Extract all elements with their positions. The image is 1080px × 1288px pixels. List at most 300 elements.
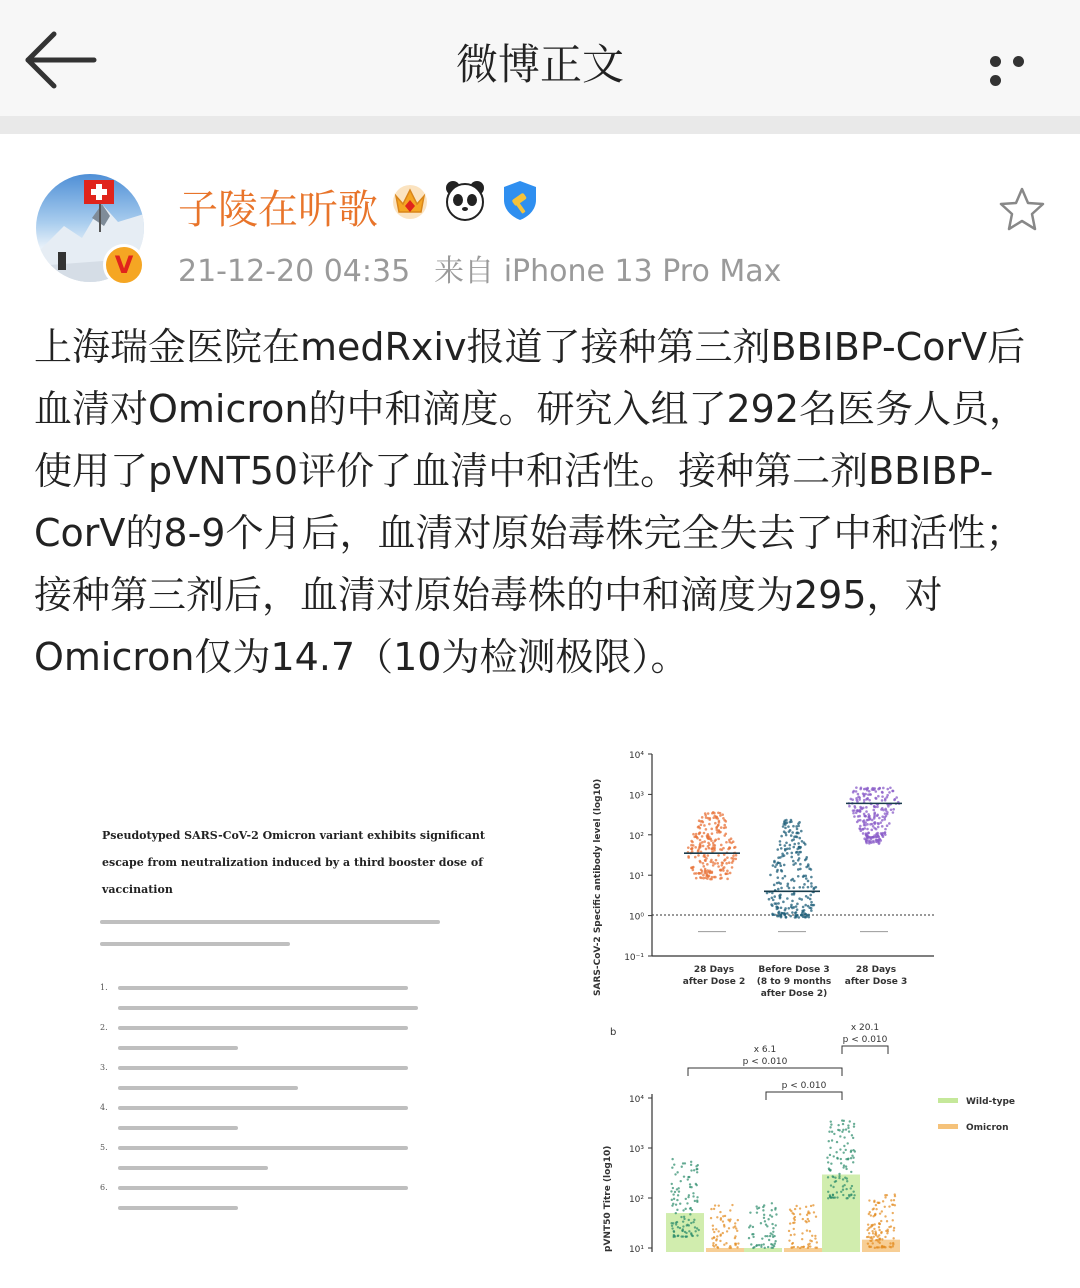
chart-b-point [852, 1161, 854, 1163]
chart-b-point [872, 1232, 874, 1234]
chart-b-point [788, 1239, 790, 1241]
chart-a-point [731, 861, 734, 864]
chart-b-point [748, 1226, 750, 1228]
chart-a-point [881, 825, 884, 828]
chart-b-point [827, 1161, 829, 1163]
chart-a-point [864, 821, 867, 824]
chart-a-tick-label: 10⁴ [628, 751, 644, 761]
chart-b-point [717, 1230, 719, 1232]
chart-a-point [707, 812, 710, 815]
chart-a-point [799, 868, 802, 871]
chart-a-point [860, 787, 863, 790]
chart-b-point [715, 1239, 717, 1241]
chart-b-point [839, 1135, 841, 1137]
chart-a-point [855, 799, 858, 802]
chart-a-point [719, 869, 722, 872]
chart-b-point [813, 1211, 815, 1213]
chart-a-point [732, 855, 735, 858]
chart-b-point [715, 1228, 717, 1230]
chart-b-point [881, 1245, 883, 1247]
chart-b-point [681, 1166, 683, 1168]
chart-b-point [795, 1205, 797, 1207]
chart-a-point [702, 874, 705, 877]
post-text: 上海瑞金医院在medRxiv报道了接种第三剂BBIBP-CorV后血清对Omicron的中和滴度。研究入组了292名医务人员，使用了pVNT50评价了血清中和活性。接种第二剂BBIBP-CorV的8-9个月后，血清对原始毒株完全失去了中和活性；接种第三剂后，血清对原始毒株的中和滴度为295，对Omicron仅为14.7（10为检测极限）。 [34, 325, 1028, 679]
chart-a-category-label: after Dose 2 [682, 977, 746, 987]
chart-b-point [794, 1219, 796, 1221]
chart-b-point [683, 1216, 685, 1218]
shield-badge-icon[interactable] [498, 178, 542, 222]
chart-a-point [715, 859, 718, 862]
paper-text-line [100, 942, 290, 946]
post-image[interactable] [34, 742, 1046, 1252]
chart-b-legend-swatch [938, 1124, 958, 1129]
chart-a-point [718, 820, 721, 823]
chart-b-point [884, 1236, 886, 1238]
chart-b-point [830, 1184, 832, 1186]
chart-a-point [694, 856, 697, 859]
chart-a-point [797, 853, 800, 856]
chart-a-point [702, 865, 705, 868]
chart-b-point [712, 1225, 714, 1227]
chart-b-point [728, 1227, 730, 1229]
chart-a-point [790, 852, 793, 855]
chart-a-point [720, 864, 723, 867]
chart-b-point [762, 1209, 764, 1211]
chart-a-point [864, 824, 867, 827]
chart-b-point [805, 1206, 807, 1208]
chart-a-point [790, 834, 793, 837]
chart-b-point [692, 1221, 694, 1223]
chart-a-point [874, 821, 877, 824]
chart-b-point [682, 1225, 684, 1227]
chart-a-point [795, 905, 798, 908]
chart-b-point [833, 1155, 835, 1157]
chart-b-point [690, 1164, 692, 1166]
chart-a-point [713, 876, 716, 879]
chart-a-point [702, 845, 705, 848]
chart-a-point [807, 863, 810, 866]
paper-list-number: 2. [100, 1023, 108, 1032]
chart-a-point [777, 856, 780, 859]
chart-b-point [884, 1246, 886, 1248]
chart-b-point [694, 1226, 696, 1228]
chart-b-point [890, 1246, 892, 1248]
chart-a-point [878, 787, 881, 790]
chart-b-point [693, 1169, 695, 1171]
chart-b-point [868, 1199, 870, 1201]
chart-b-bracket [688, 1068, 842, 1076]
chart-a-point [786, 912, 789, 915]
chart-a-point [798, 837, 801, 840]
chart-b-point [870, 1240, 872, 1242]
post-date: 21-12-20 04:35 [178, 254, 411, 289]
chart-b-point [849, 1120, 851, 1122]
chart-a-point [726, 870, 729, 873]
chart-b-point [687, 1178, 689, 1180]
chart-a-point [805, 866, 808, 869]
chart-a-point [720, 877, 723, 880]
chart-b-point [774, 1240, 776, 1242]
chart-b-point [692, 1195, 694, 1197]
chart-b-point [892, 1212, 894, 1214]
chart-a-point [791, 907, 794, 910]
chart-b-point [712, 1242, 714, 1244]
chart-b-point [676, 1199, 678, 1201]
chart-a-point [874, 806, 877, 809]
chart-b-point [725, 1242, 727, 1244]
chart-b-fold-label: x 6.1 [753, 1045, 777, 1055]
chart-b-point [888, 1205, 890, 1207]
chart-a-point [695, 877, 698, 880]
chart-b-point [840, 1162, 842, 1164]
chart-b-point [866, 1229, 868, 1231]
chart-b-bar [744, 1248, 782, 1252]
more-options-icon[interactable] [990, 52, 1054, 66]
chart-a-point [781, 877, 784, 880]
chart-a-point [715, 816, 718, 819]
username[interactable]: 子陵在听歌 [178, 187, 378, 233]
chart-a-point [793, 893, 796, 896]
chart-b-point [893, 1229, 895, 1231]
chart-a-category-label: after Dose 3 [844, 977, 908, 987]
chart-b-point [814, 1237, 816, 1239]
paper-text-line [118, 1066, 408, 1070]
figure-panel [574, 742, 1046, 1252]
chart-b-point [730, 1247, 732, 1249]
chart-a-point [785, 916, 788, 919]
chart-a-point [813, 904, 816, 907]
chart-b-point [870, 1224, 872, 1226]
chart-b-point [853, 1197, 855, 1199]
star-icon[interactable] [998, 186, 1046, 232]
chart-b-point [843, 1184, 845, 1186]
chart-a-point [807, 886, 810, 889]
chart-b-point [672, 1203, 674, 1205]
chart-a-point [695, 872, 698, 875]
chart-b-point [682, 1220, 684, 1222]
chart-b-point [847, 1158, 849, 1160]
chart-a-point [878, 839, 881, 842]
chart-a-point [699, 861, 702, 864]
chart-b-point [847, 1127, 849, 1129]
chart-b-point [853, 1194, 855, 1196]
chart-a-point [699, 820, 702, 823]
chart-a-point [876, 814, 879, 817]
chart-a-point [797, 842, 800, 845]
chart-a-tick-label: 10² [628, 831, 644, 842]
chart-a-point [866, 828, 869, 831]
chart-b-point [678, 1190, 680, 1192]
chart-b-point [839, 1148, 841, 1150]
chart-a-point [852, 812, 855, 815]
chart-b-point [847, 1142, 849, 1144]
paper-list-number: 6. [100, 1183, 108, 1192]
chart-b-point [840, 1158, 842, 1160]
chart-b-point [716, 1235, 718, 1237]
chart-b-point [696, 1234, 698, 1236]
chart-a-point [871, 836, 874, 839]
chart-a-point [792, 846, 795, 849]
chart-b-point [674, 1191, 676, 1193]
chart-a-point [711, 832, 714, 835]
chart-a-point [716, 862, 719, 865]
chart-b-point [886, 1232, 888, 1234]
chart-a-point [810, 909, 813, 912]
chart-a-point [873, 817, 876, 820]
chart-a-point [708, 823, 711, 826]
chart-b-point [874, 1214, 876, 1216]
chart-a-point [773, 913, 776, 916]
chart-b-point [763, 1214, 765, 1216]
chart-b-point [775, 1213, 777, 1215]
chart-a-point [799, 863, 802, 866]
chart-b-point [737, 1242, 739, 1244]
paper-list-number: 1. [100, 983, 108, 992]
chart-b-point [836, 1191, 838, 1193]
chart-a-point [734, 858, 737, 861]
chart-b-point [872, 1208, 874, 1210]
chart-a-point [809, 894, 812, 897]
chart-b-point [771, 1215, 773, 1217]
chart-b-point [723, 1244, 725, 1246]
chart-a-point [699, 842, 702, 845]
chart-b-point [694, 1200, 696, 1202]
chart-a-point [886, 796, 889, 799]
chart-b-point [749, 1211, 751, 1213]
chart-b-point [852, 1137, 854, 1139]
chart-a-point [877, 836, 880, 839]
chart-a-point [859, 825, 862, 828]
chart-a-point [776, 876, 779, 879]
chart-b-point [791, 1246, 793, 1248]
chart-b-point [720, 1217, 722, 1219]
chart-a-tick-label: 10⁻¹ [624, 953, 644, 963]
chart-b-point [763, 1217, 765, 1219]
chart-a-point [862, 820, 865, 823]
chart-a-point [699, 839, 702, 842]
chart-a-point [721, 848, 724, 851]
chart-b-point [851, 1134, 853, 1136]
chart-b-point [750, 1243, 752, 1245]
chart-a-point [779, 894, 782, 897]
chart-a-point [866, 788, 869, 791]
chart-b-point [878, 1234, 880, 1236]
chart-a-point [872, 825, 875, 828]
post-meta [178, 246, 781, 290]
chart-b-point [774, 1207, 776, 1209]
chart-b-point [874, 1247, 876, 1249]
chart-a-point [791, 900, 794, 903]
chart-b-point [772, 1236, 774, 1238]
chart-b-point [866, 1236, 868, 1238]
chart-a-point [872, 840, 875, 843]
chart-b-point [880, 1220, 882, 1222]
chart-b-point [691, 1234, 693, 1236]
chart-b-point [872, 1242, 874, 1244]
chart-a-point [858, 827, 861, 830]
chart-b-point [884, 1215, 886, 1217]
chart-b-point [838, 1173, 840, 1175]
chart-b-point [884, 1206, 886, 1208]
chart-b-point [891, 1203, 893, 1205]
chart-a-point [885, 815, 888, 818]
chart-a-point [692, 833, 695, 836]
chart-b-point [802, 1218, 804, 1220]
chart-b-point [801, 1238, 803, 1240]
chart-a-point [778, 910, 781, 913]
chart-a-point [878, 817, 881, 820]
chart-a-point [691, 848, 694, 851]
chart-b-point [716, 1216, 718, 1218]
chart-a-point [726, 856, 729, 859]
paper-list-number: 3. [100, 1063, 108, 1072]
chart-b-point [793, 1213, 795, 1215]
chart-a-point [787, 825, 790, 828]
chart-a-point [717, 854, 720, 857]
chart-b-point [772, 1231, 774, 1233]
chart-a-point [784, 823, 787, 826]
chart-a-point [787, 907, 790, 910]
chart-a-point [782, 901, 785, 904]
chart-a-point [780, 869, 783, 872]
chart-b-point [843, 1136, 845, 1138]
chart-b-panel-label: b [610, 1027, 617, 1038]
chart-a-point [789, 844, 792, 847]
chart-b-point [696, 1199, 698, 1201]
chart-b-point [672, 1187, 674, 1189]
chart-b-point [734, 1225, 736, 1227]
chart-b-point [848, 1130, 850, 1132]
chart-a-point [784, 832, 787, 835]
chart-a-ylabel: SARS-CoV-2 Specific antibody level (log10) [593, 778, 603, 996]
chart-b-point [832, 1194, 834, 1196]
chart-a-point [687, 846, 690, 849]
chart-b-point [879, 1223, 881, 1225]
chart-b-point [890, 1199, 892, 1201]
chart-a-point [731, 866, 734, 869]
chart-b-point [673, 1163, 675, 1165]
chart-b-point [714, 1204, 716, 1206]
chart-b-point [832, 1186, 834, 1188]
chart-a-point [869, 840, 872, 843]
chart-a-point [776, 848, 779, 851]
chart-a-point [781, 855, 784, 858]
panda-badge-icon[interactable] [443, 178, 487, 222]
chart-a-point [800, 914, 803, 917]
paper-text-line [118, 1146, 408, 1150]
chart-b-point [830, 1123, 832, 1125]
chart-a-point [804, 916, 807, 919]
chart-a-point [728, 839, 731, 842]
chart-a-point [867, 832, 870, 835]
chart-b-point [830, 1163, 832, 1165]
paper-text-line [118, 1046, 238, 1050]
chart-a-point [881, 791, 884, 794]
chart-b-point [893, 1199, 895, 1201]
chart-b-point [723, 1225, 725, 1227]
chart-b-point [845, 1128, 847, 1130]
chart-a-point [780, 847, 783, 850]
chart-a-point [884, 833, 887, 836]
chart-b-point [769, 1235, 771, 1237]
chart-b-point [811, 1235, 813, 1237]
chart-a-point [867, 816, 870, 819]
paper-text-line [118, 1106, 408, 1110]
chart-a-point [886, 788, 889, 791]
chart-b-point [803, 1246, 805, 1248]
chart-b-point [768, 1239, 770, 1241]
chart-a-point [785, 834, 788, 837]
chart-b-point [807, 1210, 809, 1212]
chart-a-point [792, 860, 795, 863]
chart-b-point [772, 1227, 774, 1229]
chart-a-point [890, 808, 893, 811]
chart-a-point [892, 808, 895, 811]
chart-b-point [689, 1213, 691, 1215]
chart-b-point [767, 1218, 769, 1220]
chart-b-point [771, 1223, 773, 1225]
chart-b-point [829, 1126, 831, 1128]
chart-b-point [845, 1149, 847, 1151]
chart-a-point [708, 818, 711, 821]
chart-a-point [815, 886, 818, 889]
chart-b-point [853, 1125, 855, 1127]
crown-badge-icon[interactable] [388, 178, 432, 222]
chart-b-point [710, 1208, 712, 1210]
chart-a-point [773, 895, 776, 898]
chart-b-point [760, 1222, 762, 1224]
chart-b-point [850, 1157, 852, 1159]
chart-a-point [723, 866, 726, 869]
chart-b-point [722, 1215, 724, 1217]
chart-b-point [843, 1145, 845, 1147]
chart-a-point [779, 840, 782, 843]
chart-b-point [893, 1227, 895, 1229]
chart-b-point [675, 1212, 677, 1214]
chart-b-point [807, 1247, 809, 1249]
chart-b-point [671, 1199, 673, 1201]
chart-b-ylabel: pVNT50 Titre (log10) [603, 1145, 613, 1252]
chart-b-point [677, 1235, 679, 1237]
chart-b-point [736, 1230, 738, 1232]
chart-b-point [681, 1230, 683, 1232]
chart-b-point [694, 1230, 696, 1232]
chart-a-point [779, 864, 782, 867]
user-badges [388, 178, 548, 222]
chart-a-category-label: 28 Days [693, 965, 735, 975]
chart-b-point [835, 1151, 837, 1153]
chart-a-point [776, 882, 779, 885]
chart-b-point [809, 1230, 811, 1232]
chart-b-point [710, 1217, 712, 1219]
chart-b-point [752, 1236, 754, 1238]
paper-text-line [118, 1166, 268, 1170]
chart-a-tick-label: 10¹ [628, 872, 644, 883]
chart-b-point [814, 1235, 816, 1237]
chart-a-point [711, 876, 714, 879]
chart-b-point [672, 1222, 674, 1224]
chart-b-point [763, 1243, 765, 1245]
chart-b-point [752, 1247, 754, 1249]
chart-a-point [714, 862, 717, 865]
chart-a-point [697, 825, 700, 828]
chart-a-point [854, 806, 857, 809]
chart-a-point [795, 911, 798, 914]
chart-a-point [792, 863, 795, 866]
chart-a-point [719, 814, 722, 817]
chart-b-point [686, 1235, 688, 1237]
chart-a-point [873, 814, 876, 817]
